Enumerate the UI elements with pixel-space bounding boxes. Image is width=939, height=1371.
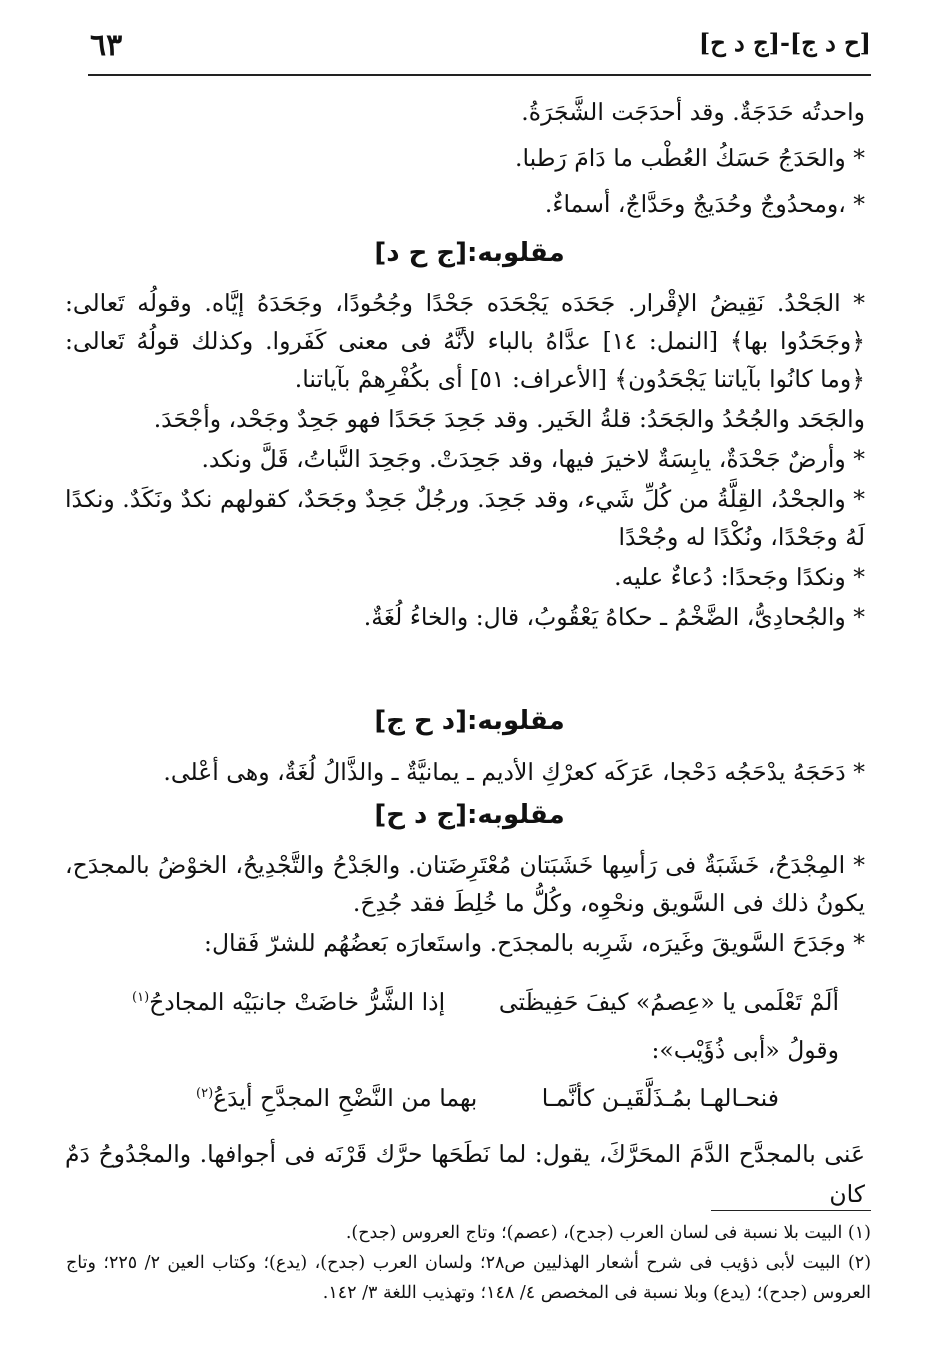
paragraph: * الجَحْدُ. نَقِيضُ الإقْرار. جَحَدَه يَجْحَدَه جَحْدًا وجُحُودًا، وجَحَدَهُ إيَّاه. وقولُه تَعالى: ﴿وجَحَدُوا بها﴾ [النمل: ١٤] عدَّاهُ بالباء لأنَّهُ فى معنى كَفَروا. وكذلك قولُهُ تَعالى: ﴿وما كانُوا بآياتنا يَجْحَدُون﴾ [الأعراف: ٥١] أى بكُفْرِهمْ بآياتنا. [65, 289, 865, 393]
running-head: [ح د ج]-[ج د ح] [698, 28, 871, 57]
verse-1-first-hemistich: ألَمْ تَعْلَمى يا «عِصمُ» كيفَ حَفِيظَتى [498, 988, 839, 1016]
paragraph: * والحَدَجُ حَسَكُ العُطْب ما دَامَ رَطبا. [514, 144, 865, 172]
paragraph: * والجحْدُ، القِلَّةُ من كُلِّ شَيء، وقد جَحِدَ. ورجُلٌ جَحِدٌ وجَحَدٌ، كقولهم نكدٌ ونَكَدٌ. ونكدًا لَهُ وجَحْدًا، ونُكْدًا له وجُحْدًا [65, 485, 865, 551]
section-heading-dahj: مقلوبه:[د ح ج] [374, 706, 565, 736]
verse-2-first-hemistich: فنحـالهـا بمُـذَلَّقَيـن كأنَّمـا [541, 1084, 779, 1112]
entry-block-dahj [65, 752, 865, 792]
entry-block-jadh-end [65, 1134, 865, 1214]
verse-1-second-hemistich [132, 988, 445, 1016]
footnote-marker-2: (٢) [196, 1086, 214, 1102]
footnote-1: (١) البيت بلا نسبة فى لسان العرب (جدح)، (عصم)؛ وتاج العروس (جدح). [345, 1223, 871, 1243]
header-rule [88, 74, 871, 76]
paragraph: واحدتُه حَدَجَةٌ. وقد أحدَجَت الشَّجَرَةُ. [521, 98, 865, 126]
entry-block-jahd [65, 284, 865, 636]
paragraph: * ،ومحدُوجٌ وحُدَيجٌ وحَدَّاجٌ، أسماءٌ. [544, 190, 865, 218]
verse-2-second-text: بهما من النَّضْحِ المجدَّحِ أيدَعُ [213, 1084, 478, 1112]
footnote-2: (٢) البيت لأبى ذؤيب فى شرح أشعار الهذليين ص٢٨؛ ولسان العرب (جدح)، (يدع)؛ وكتاب العين ٢/ ٢٢٥؛ وتاج العروس (جدح)؛ (يدع) وبلا نسبة فى المخصص ٤/ ١٤٨؛ وتهذيب اللغة ٣/ ١٤٢. [66, 1253, 872, 1303]
verse-2-second-hemistich [196, 1084, 477, 1112]
footnote-marker-1: (١) [132, 990, 150, 1006]
footnote-rule [711, 1210, 871, 1211]
paragraph: * دَحَجَهُ يدْحَجُه دَحْجا، عَرَكَه كعرْكِ الأديم ـ يمانيَّةٌ ـ والذَّالُ لُغَةٌ، وهى أعْلى. [163, 758, 865, 786]
paragraph: * ونكدًا وجَحدًا: دُعاءٌ عليه. [614, 563, 865, 591]
paragraph: * وجَدَحَ السَّويقَ وغَيرَه، شَرِبه بالمجدَح. واستَعارَه بَعضُهُم للشرّ فَقال: [204, 929, 865, 957]
paragraph: عَنى بالمجدَّح الدَّمَ المحَرَّكَ، يقول: لما نَطَحَها حرَّك قَرْنَه فى أجوافها. والمجْدُوحُ دَمٌ كان [65, 1140, 865, 1208]
section-heading-jahd: مقلوبه:[ج ح د] [374, 238, 565, 268]
paragraph: * المِجْدَحُ، خَشَبَةٌ فى رَأسِها خَشَبَتان مُعْتَرِضَتان. والجَدْحُ والتَّجْدِيحُ، الخوْضُ بالمجدَح، يكونُ ذلك فى السَّويق ونحْوِه، وكُلُّ ما خُلِطَ فقد جُدِحَ. [65, 851, 865, 917]
transition-line: وقولُ «أبى ذُؤَيْب»: [651, 1036, 839, 1064]
paragraph: * والجُحادِىُّ، الضَّخْمُ ـ حكاهُ يَعْقُوبُ، قال: والخاءُ لُغَةٌ. [363, 603, 865, 631]
paragraph: والجَحَد والجُحُدُ والجَحَدُ: قلةُ الخَير. وقد جَحِدَ جَحَدًا فهو جَحِدٌ وجَحْد، وأجْحَدَ. [153, 405, 865, 433]
section-heading-jadh: مقلوبه:[ج د ح] [374, 800, 565, 830]
entry-block-hadaj [65, 92, 865, 224]
entry-block-jadh [65, 846, 865, 962]
page-number: ٦٣ [90, 28, 123, 63]
verse-1-second-text: إذا الشَّرُّ خاضَتْ جانبَيْه المجادحُ [149, 988, 446, 1016]
paragraph: * وأرضٌ جَحْدَةٌ، يابِسَةٌ لاخيرَ فيها، وقد جَحِدَتْ. وجَحِدَ النَّباتُ، قَلَّ ونكد. [201, 445, 865, 473]
